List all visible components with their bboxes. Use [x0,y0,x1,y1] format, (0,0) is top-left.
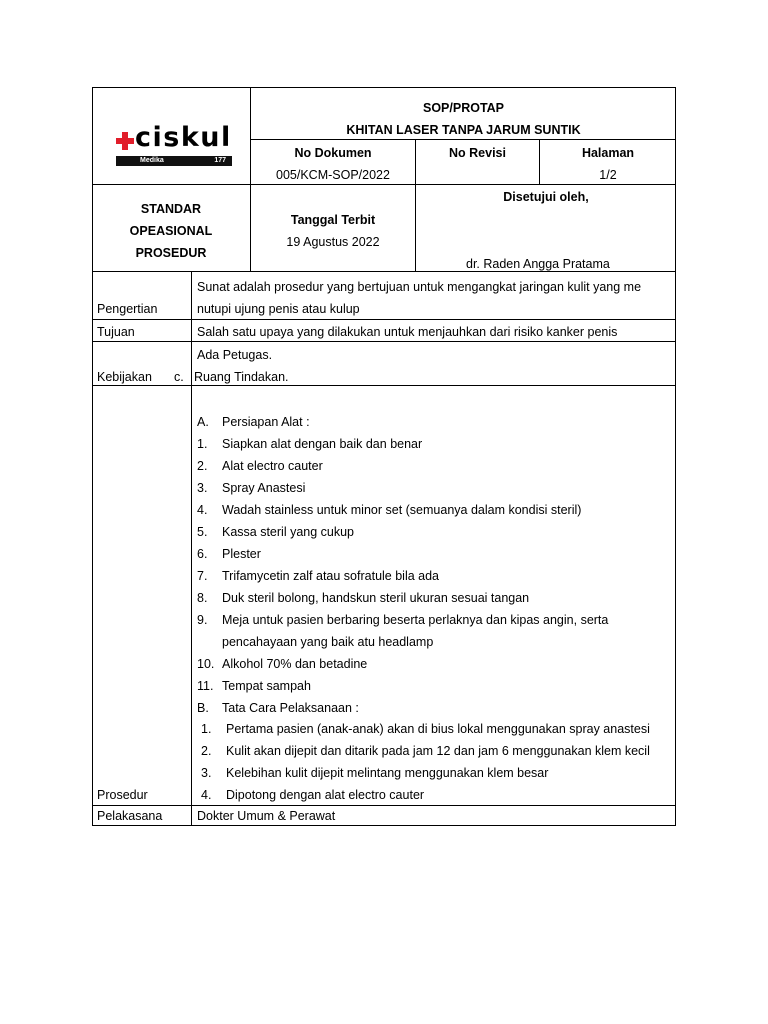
tanggal-terbit-label: Tanggal Terbit [290,213,376,227]
list-item: Kelebihan kulit dijepit melintang menggunakan klem besar [226,766,549,780]
row-line-2 [92,341,676,342]
halaman-value: 1/2 [599,168,617,182]
list-item: Wadah stainless untuk minor set (semuanya dalam kondisi steril) [222,503,582,517]
sop-type-line-3: PROSEDUR [135,246,207,260]
list-item-number: 10. [197,657,215,671]
tujuan-label: Tujuan [97,325,135,339]
list-item: Pertama pasien (anak-anak) akan di bius lokal menggunakan spray anastesi [226,722,650,736]
disetujui-name: dr. Raden Angga Pratama [466,257,610,271]
halaman-label: Halaman [581,146,635,160]
body-divider [191,271,192,826]
list-item-number: 3. [197,481,208,495]
doc-title-2: KHITAN LASER TANPA JARUM SUNTIK [346,123,581,137]
list-item: Siapkan alat dengan baik dan benar [222,437,423,451]
row-line-3 [92,385,676,386]
logo-sub-left: Medika [140,157,164,164]
no-dokumen-value: 005/KCM-SOP/2022 [276,168,390,182]
list-item-number: 2. [197,459,208,473]
list-item-number: 3. [201,766,212,780]
list-item-number: 2. [201,744,212,758]
tujuan-text: Salah satu upaya yang dilakukan untuk menjauhkan dari risiko kanker penis [197,325,618,339]
section-a-marker: A. [197,415,209,429]
tanggal-terbit-value: 19 Agustus 2022 [286,235,380,249]
header-line-2 [92,184,676,185]
list-item: Plester [222,547,261,561]
list-item-number: 4. [201,788,212,802]
no-revisi-label: No Revisi [449,146,506,160]
list-item-continuation: pencahayaan yang baik atu headlamp [222,635,434,649]
pengertian-label: Pengertian [97,302,158,316]
list-item: Meja untuk pasien berbaring beserta perlaknya dan kipas angin, serta [222,613,609,627]
sop-type-line-1: STANDAR [140,202,202,216]
list-item-number: 6. [197,547,208,561]
header-line-3 [92,271,676,272]
kebijakan-line-2: Ruang Tindakan. [194,370,289,384]
list-item-number: 5. [197,525,208,539]
list-item: Dipotong dengan alat electro cauter [226,788,425,802]
list-item-number: 4. [197,503,208,517]
logo-subbar [116,156,232,166]
list-item-number: 1. [201,722,212,736]
kebijakan-label: Kebijakan [97,370,152,384]
list-item-number: 8. [197,591,208,605]
disetujui-label: Disetujui oleh, [503,190,589,204]
clinic-logo [113,122,235,169]
kebijakan-marker: c. [174,370,184,384]
list-item: Alat electro cauter [222,459,323,473]
list-item: Kassa steril yang cukup [222,525,355,539]
row-line-1 [92,319,676,320]
logo-brand: ciskul [135,122,232,153]
table-border-left [92,87,93,826]
list-item: Duk steril bolong, handskun steril ukuran sesuai tangan [222,591,530,605]
pengertian-line-2: nutupi ujung penis atau kulup [197,302,360,316]
logo-sub-right: 177 [214,157,226,164]
prosedur-label: Prosedur [97,788,148,802]
section-b-title: Tata Cara Pelaksanaan : [222,701,359,715]
table-border-bottom [92,825,676,826]
row-line-4 [92,805,676,806]
list-item-number: 9. [197,613,208,627]
list-item-number: 1. [197,437,208,451]
no-dokumen-label: No Dokumen [294,146,372,160]
list-item: Trifamycetin zalf atau sofratule bila ada [222,569,440,583]
list-item: Tempat sampah [222,679,311,693]
list-item: Alkohol 70% dan betadine [222,657,368,671]
kebijakan-line-1: Ada Petugas. [197,348,273,362]
header-line-1 [251,139,676,140]
list-item: Kulit akan dijepit dan ditarik pada jam 12 dan jam 6 menggunakan klem kecil [226,744,650,758]
pelaksana-text: Dokter Umum & Perawat [197,809,336,823]
list-item-number: 11. [197,679,214,693]
medical-cross-icon [116,132,134,150]
table-border-top [92,87,676,88]
section-b-marker: B. [197,701,209,715]
list-item: Spray Anastesi [222,481,306,495]
pengertian-line-1: Sunat adalah prosedur yang bertujuan untuk mengangkat jaringan kulit yang me [197,280,642,294]
section-a-title: Persiapan Alat : [222,415,310,429]
pelaksana-label: Pelakasana [97,809,163,823]
list-item-number: 7. [197,569,208,583]
sop-type-line-2: OPEASIONAL [129,224,213,238]
doc-title-1: SOP/PROTAP [422,101,505,115]
